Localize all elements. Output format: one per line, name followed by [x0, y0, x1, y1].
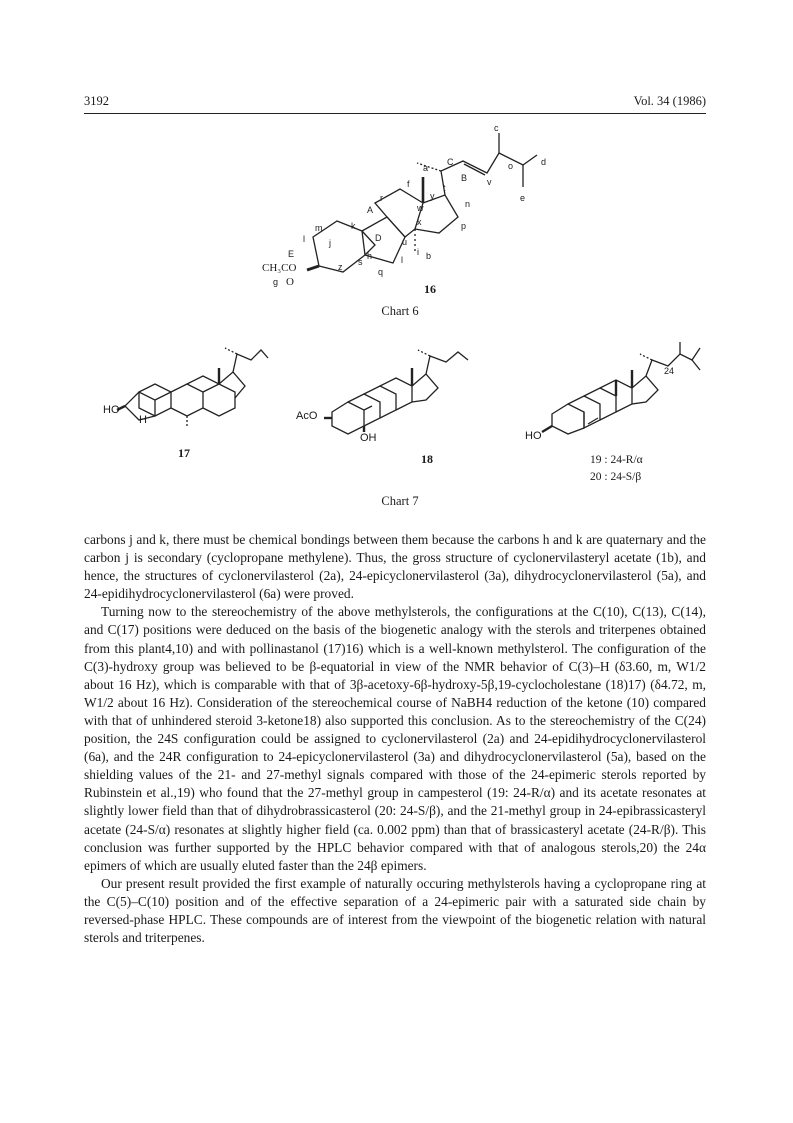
svg-text:x: x	[417, 217, 422, 227]
svg-text:A: A	[367, 205, 374, 215]
c19-position-24: 24	[664, 366, 675, 376]
paragraph-1: carbons j and k, there must be chemical bondings between them because the carbons h and k are quaternary and the carbon j is secondary (cyclopropane methylene). Thus, the gross structure of cyclonervilasteryl acetate (1b), and hence, the structures of cyclonervilasterol (2a), 24-epicyclonervilasterol (3a), dihydrocyclonervilasterol (5a), and 24-epidihydrocyclonervilasterol (6a) were proved.	[84, 532, 706, 602]
svg-text:a: a	[423, 163, 429, 173]
svg-text:h: h	[367, 251, 373, 261]
svg-text:m: m	[315, 223, 323, 233]
svg-text:v: v	[487, 177, 492, 187]
page-number: 3192	[84, 94, 109, 108]
svg-text:u: u	[402, 237, 408, 247]
svg-text:r: r	[380, 193, 383, 203]
journal-volume: Vol. 34 (1986)	[633, 94, 706, 108]
svg-text:i: i	[417, 247, 419, 257]
paragraph-2: Turning now to the stereochemistry of the above methylsterols, the configurations at the C(10), C(13), C(14), and C(17) positions were deduced on the basis of the biogenetic analogy with the sterols and triterpenes obtained from this plant4,10) and with pollinastanol (17)16) which is a well-known methylsterol. The configuration of the C(3)-hydroxy group was believed to be β-equatorial in view of the NMR behavior of C(3)–H (δ3.60, m, W1/2 about 16 Hz), which is comparable with that of 3β-acetoxy-6β-hydroxy-5β,19-cyclocholestane (18)17) (δ4.72, m, W1/2 about 16 Hz). Consideration of the stereochemical course of NaBH4 reduction of the ketone (10) compared with that of unhindered steroid 3-ketone18) also supported this conclusion. As to the stereochemistry of the C(24) position, the 24S configuration could be assigned to cyclonervilasterol (2a) and 24-epidihydrocyclonervilasterol (6a), and the 24R configuration to 24-epicyclonervilasterol (3a) and dihydrocyclonervilasterol (5a), based on the shielding values of the 21- and 27-methyl signals compared with those of the 24-epimeric sterols reported by Rubinstein et al.,19) who found that the 27-methyl group in campesterol (19: 24-R/α) and its acetate resonates at slightly lower field than that of dihydrobrassicasterol (20: 24-S/β), and the 21-methyl group in 24-epibrassicasteryl acetate (24-S/α) resonates at slightly higher field (ca. 0.002 ppm) than that of brassicasteryl acetate (24-R/β). This conclusion was further supported by the HPLC behavior compared with that of analogous sterols,20) the 24α epimers of which are usually eluted faster than the 24β epimers.	[84, 604, 706, 873]
svg-text:b: b	[426, 251, 432, 261]
chart6-structure-16	[255, 125, 555, 295]
c18-oh: OH	[360, 432, 377, 444]
svg-text:g: g	[273, 277, 279, 287]
svg-text:w: w	[417, 203, 424, 213]
svg-text:o: o	[508, 161, 514, 171]
chart7-structure-17	[103, 340, 273, 430]
svg-text:q: q	[378, 267, 384, 277]
chart7-structure-19-20	[530, 340, 710, 440]
c17-h: H	[139, 414, 147, 426]
svg-text:l: l	[401, 255, 403, 265]
svg-text:k: k	[351, 221, 356, 231]
svg-text:p: p	[461, 221, 467, 231]
compound-17-label: 17	[178, 446, 190, 460]
header-rule	[84, 113, 706, 114]
compound-16-label: 16	[424, 282, 436, 296]
svg-text:B: B	[461, 173, 468, 183]
compound-19-label: 19 : 24-R/α	[590, 454, 643, 466]
svg-text:E: E	[288, 249, 295, 259]
svg-text:d: d	[541, 157, 547, 167]
chart6-caption: Chart 6	[381, 304, 419, 318]
svg-text:C: C	[447, 157, 454, 167]
body-text	[84, 531, 706, 947]
acetyl-oxygen: O	[286, 276, 294, 288]
chart7-caption: Chart 7	[381, 494, 419, 508]
compound-18-label: 18	[421, 452, 433, 466]
svg-text:D: D	[375, 233, 382, 243]
acetyl-group: CH₃CO	[262, 262, 297, 274]
c19-ho: HO	[525, 430, 542, 442]
compound-20-label: 20 : 24-S/β	[590, 471, 642, 483]
svg-text:e: e	[520, 193, 526, 203]
svg-text:c: c	[494, 125, 499, 133]
c18-aco: AcO	[296, 410, 318, 422]
svg-text:s: s	[358, 257, 363, 267]
svg-text:n: n	[465, 199, 471, 209]
svg-text:l: l	[303, 234, 305, 244]
chart7-structure-18	[310, 340, 480, 440]
svg-text:f: f	[407, 179, 410, 189]
paragraph-3: Our present result provided the first example of naturally occuring methylsterols having a cyclopropane ring at the C(5)–C(10) position and of the effective separation of a 24-epimeric pair with a saturated side chain by reversed-phase HPLC. These compounds are of interest from the viewpoint of the biogenetic relation with natural sterols and triterpenes.	[84, 875, 706, 946]
c17-ho: HO	[103, 404, 120, 416]
svg-text:t: t	[443, 183, 446, 193]
svg-text:z: z	[338, 262, 343, 272]
svg-text:y: y	[430, 191, 435, 201]
svg-text:j: j	[329, 238, 331, 248]
